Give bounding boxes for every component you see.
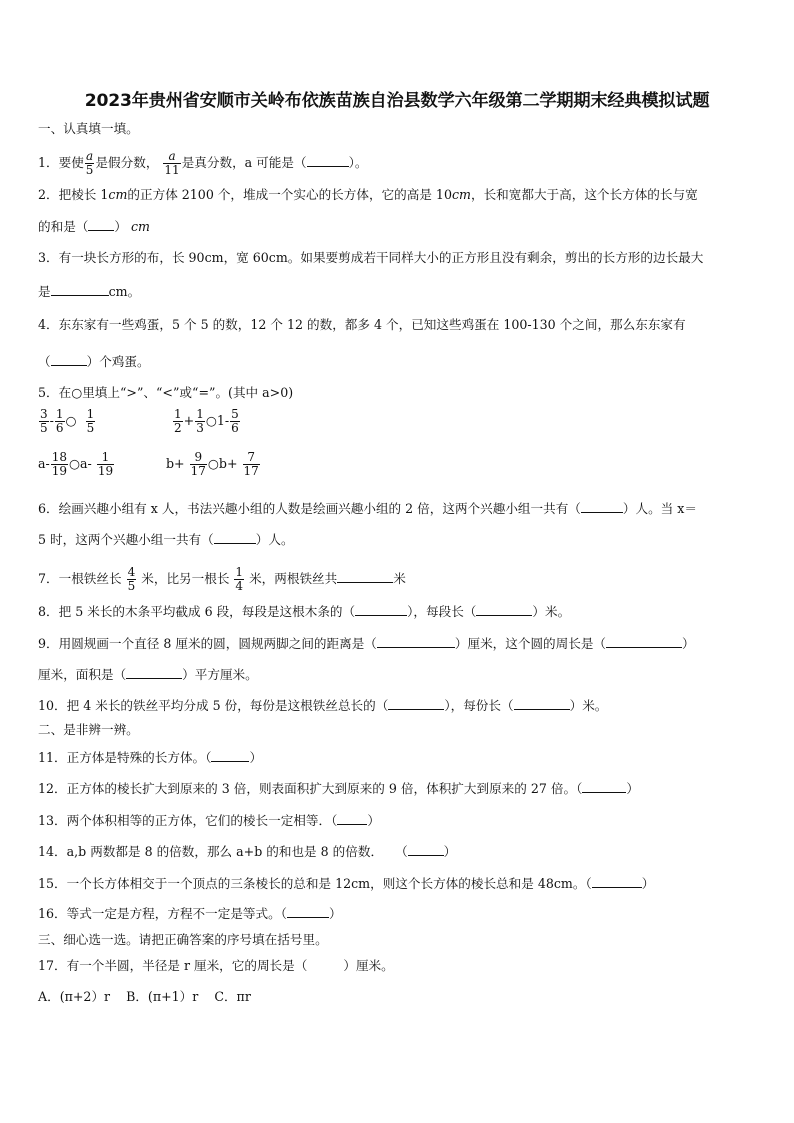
q7-fraction-4-5: $\frac{4}{5}$	[127, 565, 136, 593]
q5-compare-1: $\frac{3}{5}$ - $\frac{1}{6}$ ○ $\frac{1}{5}$	[40, 407, 95, 435]
option-a[interactable]: A．(π+2）r	[38, 989, 111, 1004]
q1-text-b: 是假分数，	[95, 155, 159, 170]
question-10: 10．把 4 米长的铁丝平均分成 5 份，每份是这根铁丝总长的（ ），每份长（ ）米。	[38, 698, 608, 713]
option-b[interactable]: B．(π+1）r	[126, 989, 199, 1004]
exam-title: 2023年贵州省安顺市关岭布依族苗族自治县数学六年级第二学期期末经典模拟试题	[84, 91, 710, 111]
question-5-heading: 5．在○里填上“>”、“<”或“=”。(其中 a>0)	[38, 385, 294, 400]
question-9-line-1: 9．用圆规画一个直径 8 厘米的圆，圆规两脚之间的距离是（ ）厘米，这个圆的周长是（ ）	[38, 636, 695, 651]
q1-text-c: 是真分数，a 可能是（	[181, 155, 307, 170]
question-7: 7．一根铁丝长 $\frac{4}{5}$ 米，比另一根长 $\frac{1}{4}$ 米，两根铁丝共 米	[38, 565, 406, 593]
section-heading-fill: 一、认真填一填。	[38, 121, 139, 136]
question-9-line-2: 厘米，面积是（ ）平方厘米。	[38, 667, 258, 682]
question-2-line-2: 的和是（ ） cm	[38, 219, 150, 234]
q1-answer-blank[interactable]	[307, 154, 349, 167]
q11-answer-blank[interactable]	[211, 749, 249, 762]
q9-answer-blank-2[interactable]	[606, 635, 682, 648]
q15-answer-blank[interactable]	[592, 875, 642, 888]
option-c[interactable]: C．πr	[214, 989, 251, 1004]
q14-answer-blank[interactable]	[408, 843, 444, 856]
q6-answer-blank-1[interactable]	[581, 500, 623, 513]
q1-fraction-a-over-5: $\frac{a}{5}$	[85, 149, 94, 177]
question-12: 12．正方体的棱长扩大到原来的 3 倍，则表面积扩大到原来的 9 倍，体积扩大到原来的 27 倍。（ ）	[38, 781, 639, 796]
q8-answer-blank-1[interactable]	[355, 603, 407, 616]
section-heading-choice: 三、细心选一选。请把正确答案的序号填在括号里。	[38, 932, 328, 947]
question-6-line-2: 5 时，这两个兴趣小组一共有（ ）人。	[38, 532, 294, 547]
question-17-options	[38, 989, 251, 1005]
question-14: 14．a,b 两数都是 8 的倍数，那么 a+b 的和也是 8 的倍数． （ ）	[38, 844, 457, 859]
q4-answer-blank[interactable]	[51, 353, 87, 366]
question-15: 15．一个长方体相交于一个顶点的三条棱长的总和是 12cm，则这个长方体的棱长总和是 48cm。（ ）	[38, 876, 655, 891]
question-2-line-1: 2．把棱长 1cm的正方体 2100 个，堆成一个实心的长方体，它的高是 10cm，长和宽都大于高，这个长方体的长与宽	[38, 187, 698, 202]
q8-answer-blank-2[interactable]	[476, 603, 532, 616]
q13-answer-blank[interactable]	[337, 812, 367, 825]
q9-answer-blank-3[interactable]	[126, 666, 182, 679]
q12-answer-blank[interactable]	[582, 780, 626, 793]
question-3-line-1: 3．有一块长方形的布，长 90cm，宽 60cm。如果要剪成若干同样大小的正方形且没有剩余，剪出的长方形的边长最大	[38, 250, 704, 265]
question-4-line-2: （ ）个鸡蛋。	[38, 354, 150, 369]
unit-cm: cm	[108, 187, 128, 202]
q1-fraction-a-over-11: $\frac{a}{11}$	[164, 149, 180, 177]
question-13: 13．两个体积相等的正方体，它们的棱长一定相等．（ ）	[38, 813, 380, 828]
compare-circle[interactable]: ○1-	[205, 413, 230, 428]
question-16: 16．等式一定是方程，方程不一定是等式。（ ）	[38, 906, 342, 921]
q7-answer-blank[interactable]	[337, 570, 393, 583]
q10-answer-blank-1[interactable]	[388, 697, 444, 710]
question-8: 8．把 5 米长的木条平均截成 6 段，每段是这根木条的（ ），每段长（ ）米。	[38, 604, 571, 619]
question-11: 11．正方体是特殊的长方体。（ ）	[38, 750, 263, 765]
q3-answer-blank[interactable]	[51, 283, 109, 296]
q1-text-a: 1．要使	[38, 155, 84, 170]
question-3-line-2: 是 cm。	[38, 284, 141, 299]
q5-compare-3: a- $\frac{18}{19}$ ○a- $\frac{1}{19}$	[38, 450, 114, 478]
q6-answer-blank-2[interactable]	[214, 531, 256, 544]
compare-circle[interactable]: ○	[65, 413, 77, 428]
q5-compare-2: $\frac{1}{2}$ + $\frac{1}{3}$ ○1- $\frac{5}{6}$	[174, 407, 239, 435]
q5-compare-4: b+ $\frac{9}{17}$ ○b+ $\frac{7}{17}$	[166, 450, 259, 478]
q16-answer-blank[interactable]	[287, 905, 329, 918]
question-1: 1．要使 $\frac{a}{5}$ 是假分数， $\frac{a}{11}$ 是真分数，a 可能是（ ）。	[38, 149, 368, 177]
q9-answer-blank-1[interactable]	[377, 635, 455, 648]
question-4-line-1: 4．东东家有一些鸡蛋，5 个 5 的数，12 个 12 的数，都多 4 个，已知这些鸡蛋在 100-130 个之间，那么东东家有	[38, 317, 686, 332]
q10-answer-blank-2[interactable]	[514, 697, 570, 710]
compare-circle[interactable]: ○b+	[207, 456, 238, 471]
q7-fraction-1-4: $\frac{1}{4}$	[235, 565, 244, 593]
q2-answer-blank[interactable]	[88, 218, 114, 231]
question-17: 17．有一个半圆，半径是 r 厘米，它的周长是（ ）厘米。	[38, 958, 394, 973]
question-6-line-1: 6．绘画兴趣小组有 x 人，书法兴趣小组的人数是绘画兴趣小组的 2 倍，这两个兴趣小组一共有（ ）人。当 x＝	[38, 501, 697, 516]
section-heading-true-false: 二、是非辨一辨。	[38, 722, 139, 737]
compare-circle[interactable]: ○a-	[69, 456, 92, 471]
